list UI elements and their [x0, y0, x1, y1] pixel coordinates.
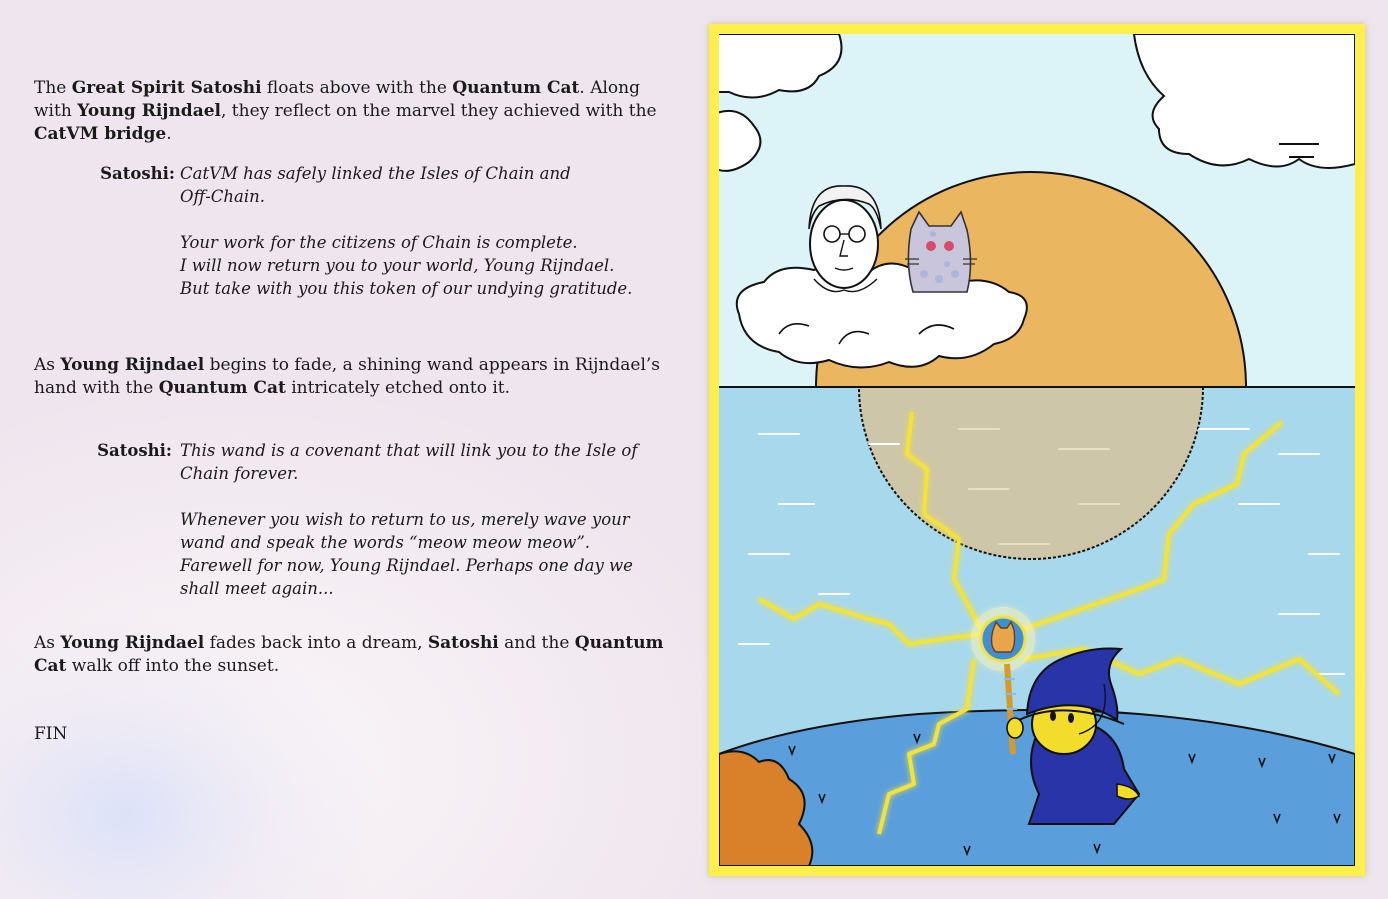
name-young-rijndael: Young Rijndael	[60, 633, 205, 653]
dialog-line: This wand is a covenant that will link you to the Isle of	[180, 441, 638, 460]
dialog-line: shall meet again...	[180, 579, 334, 598]
dialog-line: I will now return you to your world, Young Rijndael.	[180, 256, 615, 275]
name-satoshi: Satoshi	[427, 633, 499, 653]
name-quantum-cat: Quantum Cat	[452, 78, 580, 98]
dialog-line: Chain forever.	[180, 464, 299, 483]
dialog-line: But take with you this token of our undying gratitude.	[180, 279, 633, 298]
dialog-line: Farewell for now, Young Rijndael. Perhaps one day we	[180, 556, 633, 575]
dialog-line	[180, 485, 650, 508]
narration-paragraph-2: As Young Rijndael begins to fade, a shining wand appears in Rijndael’s hand with the Quantum Cat intricately etched onto it.	[34, 355, 661, 398]
dialog-lines	[180, 439, 650, 600]
narration-paragraph-3: As Young Rijndael fades back into a dream, Satoshi and the Quantum Cat walk off into the sunset.	[34, 633, 664, 676]
narration-paragraph-1: The Great Spirit Satoshi floats above with the Quantum Cat. Along with Young Rijndael, they reflect on the marvel they achieved with the CatVM bridge.	[34, 78, 657, 144]
dialog-line	[180, 208, 650, 231]
name-young-rijndael: Young Rijndael	[60, 355, 205, 375]
dialog-line: Your work for the citizens of Chain is complete.	[180, 233, 578, 252]
dialog-line: wand and speak the words “meow meow meow”.	[180, 533, 591, 552]
cloud-top-right	[1134, 34, 1355, 168]
dialog-lines	[180, 162, 650, 300]
dialog-line: CatVM has safely linked the Isles of Chain and	[180, 164, 571, 183]
illustration-frame	[709, 24, 1365, 876]
name-quantum-cat: Quantum Cat	[34, 633, 664, 676]
name-great-spirit-satoshi: Great Spirit Satoshi	[71, 78, 262, 98]
speaker-label: Satoshi:	[97, 441, 172, 460]
speaker-label: Satoshi:	[100, 164, 175, 183]
name-young-rijndael: Young Rijndael	[77, 101, 221, 121]
dialog-line: Off-Chain.	[180, 187, 266, 206]
name-catvm-bridge: CatVM bridge	[34, 124, 167, 144]
name-quantum-cat: Quantum Cat	[158, 378, 286, 398]
fin-label: FIN	[34, 724, 68, 744]
illustration-scene	[719, 34, 1355, 866]
dialog-line: Whenever you wish to return to us, merely wave your	[180, 510, 630, 529]
